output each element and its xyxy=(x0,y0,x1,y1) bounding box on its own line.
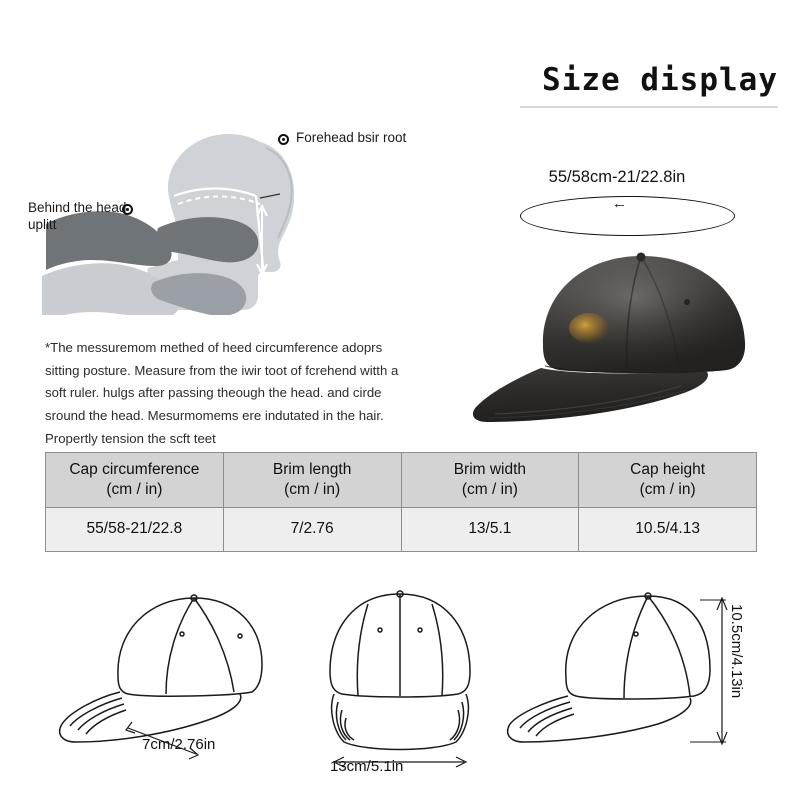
header-unit: (cm / in) xyxy=(106,480,163,498)
table-header-cell xyxy=(579,453,757,508)
table-header-cell xyxy=(223,453,401,508)
behind-head-label: Behind the head uplitt xyxy=(28,200,127,232)
forehead-label: Forehead bsir root xyxy=(296,130,407,145)
table-header-cell xyxy=(401,453,579,508)
brim-width-dimension-label: 13cm/5.1in xyxy=(330,758,404,775)
forehead-point-marker xyxy=(278,134,289,145)
header-name: Cap circumference xyxy=(69,461,200,478)
page-title: Size display xyxy=(542,62,778,98)
cap-circumference-label: 55/58cm-21/22.8in xyxy=(548,168,686,186)
header-unit: (cm / in) xyxy=(639,480,696,498)
table-header-row xyxy=(46,453,757,508)
header-unit: (cm / in) xyxy=(284,480,341,498)
header-unit: (cm / in) xyxy=(461,480,518,498)
table-row xyxy=(46,507,757,551)
header-name: Cap height xyxy=(630,461,706,478)
header-name: Brim width xyxy=(453,461,527,478)
size-spec-table xyxy=(45,452,757,552)
table-cell-cap-height: 10.5/4.13 xyxy=(579,507,757,551)
brim-length-dimension-label: 7cm/2.76in xyxy=(142,736,216,753)
cap-lineart-row xyxy=(0,556,800,786)
table-cell-brim-length: 7/2.76 xyxy=(223,507,401,551)
header-name: Brim length xyxy=(272,461,352,478)
table-cell-brim-width: 13/5.1 xyxy=(401,507,579,551)
table-header-cell xyxy=(46,453,224,508)
cap-product-photo xyxy=(455,228,775,428)
title-underline xyxy=(520,106,778,108)
table-cell-cap-circumference: 55/58-21/22.8 xyxy=(46,507,224,551)
page-title-block xyxy=(512,62,778,108)
arrow-left-icon: ← xyxy=(612,195,627,212)
cap-height-dimension-label: 10.5cm/4.13in xyxy=(728,604,745,699)
measurement-note: *The messuremom methed of heed circumference adoprs sitting posture. Measure from the iwir toot of fcrehend witth a soft ruler. hulgs after passing theough the head. and cirde sround the head. Mesurmomems ere indutated in the hair. Propertly tension the scft teet xyxy=(45,340,399,446)
